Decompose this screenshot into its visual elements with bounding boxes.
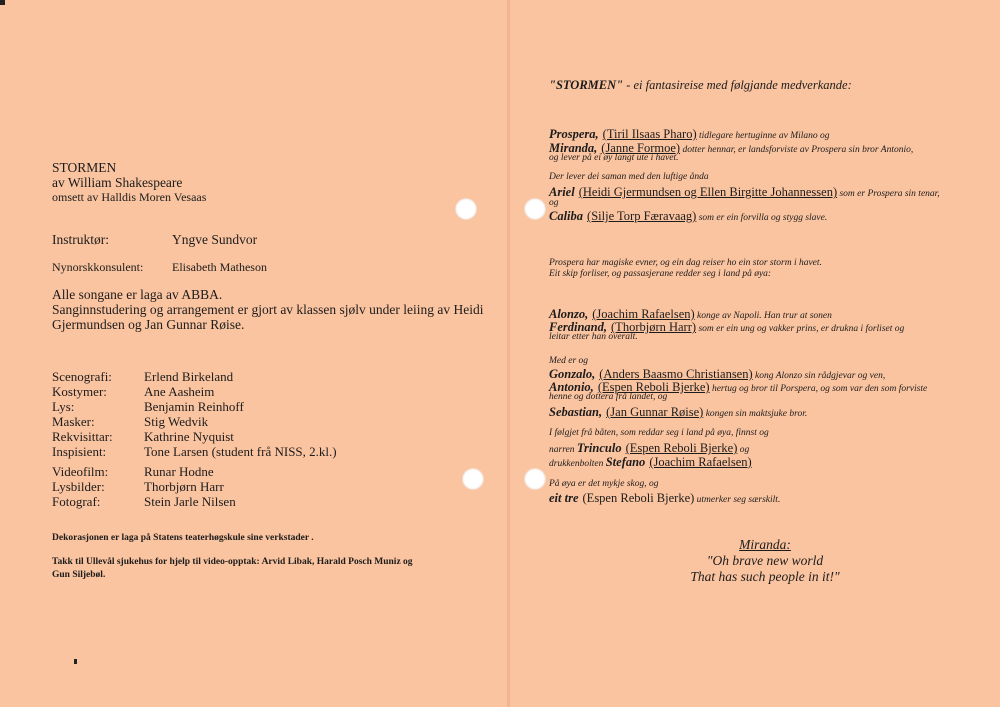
thanks-line-1: Takk til Ullevål sjukehus for hjelp til video-opptak: Arvid Libak, Harald Posch Muniz og bbox=[52, 557, 413, 567]
crew-name: Kathrine Nyquist bbox=[144, 429, 234, 444]
crew-name: Erlend Birkeland bbox=[144, 369, 234, 384]
character-name: Antonio, bbox=[549, 380, 594, 394]
cast-line-tree bbox=[549, 489, 780, 507]
crew-credits bbox=[52, 369, 337, 459]
cast-line-sebastian bbox=[549, 403, 807, 421]
actor-name: (Joachim Rafaelsen) bbox=[649, 455, 752, 469]
character-name: Alonzo, bbox=[549, 307, 589, 321]
crew-role: Inspisient: bbox=[52, 444, 107, 459]
character-name: Ferdinand, bbox=[549, 320, 608, 334]
actor-name: (Anders Baasmo Christiansen) bbox=[599, 367, 753, 381]
cast-line-caliba bbox=[549, 207, 827, 225]
punch-hole-bottom-right bbox=[524, 468, 546, 490]
cast-header-title: "STORMEN" bbox=[549, 78, 624, 92]
actor-name: (Joachim Rafaelsen) bbox=[592, 307, 695, 321]
also-intro: Med er og bbox=[549, 356, 589, 366]
cast-header bbox=[549, 78, 852, 93]
character-name: Miranda, bbox=[549, 141, 598, 155]
crew-role: Lys: bbox=[52, 399, 75, 414]
cast-line-ariel bbox=[549, 183, 940, 201]
actor-name: (Tiril Ilsaas Pharo) bbox=[602, 127, 697, 141]
forest-intro: På øya er det mykje skog, og bbox=[549, 479, 659, 489]
media-name: Thorbjørn Harr bbox=[144, 479, 224, 494]
corner-mark bbox=[0, 0, 5, 5]
character-name: Gonzalo, bbox=[549, 367, 596, 381]
role-description: tidlegare hertuginne av Milano og bbox=[696, 131, 830, 141]
thanks-line-2: Gun Siljebøl. bbox=[52, 570, 106, 580]
translation-credit: omsett av Halldis Moren Vesaas bbox=[52, 190, 207, 204]
decor-note: Dekorasjonen er laga på Statens teaterhøgskule sine verkstader . bbox=[52, 533, 314, 543]
actor-name: (Janne Formoe) bbox=[601, 141, 681, 155]
role-description: som er Prospera sin tenar, bbox=[837, 189, 940, 199]
crew-role: Kostymer: bbox=[52, 384, 107, 399]
role-description: utmerker seg særskilt. bbox=[694, 495, 781, 505]
crew-name: Stig Wedvik bbox=[144, 414, 209, 429]
actor-name: (Heidi Gjermundsen og Ellen Birgitte Johannessen) bbox=[578, 185, 838, 199]
media-name: Stein Jarle Nilsen bbox=[144, 494, 236, 509]
role-description: kong Alonzo sin rådgjevar og ven, bbox=[752, 371, 886, 381]
songs-line-2: Sanginnstudering og arrangement er gjort av klassen sjølv under leiing av Heidi bbox=[52, 302, 484, 317]
quote-line-1: "Oh brave new world bbox=[706, 553, 824, 568]
actor-name: (Espen Reboli Bjerke) bbox=[625, 441, 738, 455]
character-name: Caliba bbox=[549, 209, 584, 223]
role-prefix: narren bbox=[549, 445, 577, 455]
actor-name: (Silje Torp Færavaag) bbox=[587, 209, 697, 223]
character-name: Prospera, bbox=[549, 127, 599, 141]
crew-name: Tone Larsen (student frå NISS, 2.kl.) bbox=[144, 444, 337, 459]
cast-line-stefano bbox=[549, 453, 752, 471]
crew-role: Rekvisittar: bbox=[52, 429, 113, 444]
actor-name: (Espen Reboli Bjerke) bbox=[582, 491, 695, 505]
speck-mark bbox=[74, 659, 77, 664]
storm-line-2: Eit skip forliser, og passasjerane redder seg i land på øya: bbox=[549, 269, 772, 279]
role-description: dotter hennar, er landsforviste av Prospera sin bror Antonio, bbox=[680, 145, 914, 155]
conjunction-og: og bbox=[549, 198, 559, 208]
consultant-name: Elisabeth Matheson bbox=[172, 260, 267, 274]
media-role: Fotograf: bbox=[52, 494, 101, 509]
role-description: som er ein forvilla og stygg slave. bbox=[696, 213, 828, 223]
role-description: som er ein ung og vakker prins, er drukna i forliset og bbox=[696, 324, 905, 334]
role-prefix: drukkenbolten bbox=[549, 459, 606, 469]
actor-name: (Thorbjørn Harr) bbox=[611, 320, 697, 334]
role-description-continued: og lever på ei øy langt ute i havet. bbox=[549, 153, 679, 163]
character-name: Ariel bbox=[549, 185, 575, 199]
quote-speaker: Miranda: bbox=[739, 537, 791, 552]
role-description-continued: henne og dottera frå landet, og bbox=[549, 392, 668, 402]
media-credits bbox=[52, 464, 236, 509]
role-description: og bbox=[737, 445, 750, 455]
play-title: STORMEN bbox=[52, 160, 117, 175]
media-name: Runar Hodne bbox=[144, 464, 214, 479]
role-description: konge av Napoli. Han trur at sonen bbox=[694, 311, 832, 321]
songs-line-3: Gjermundsen og Jan Gunnar Røise. bbox=[52, 317, 245, 332]
play-author: av William Shakespeare bbox=[52, 175, 183, 190]
boat-intro: I følgjet frå båten, som reddar seg i land på øya, finnst og bbox=[549, 428, 769, 438]
crew-name: Benjamin Reinhoff bbox=[144, 399, 244, 414]
character-name: Sebastian, bbox=[549, 405, 603, 419]
quote-line-2: That has such people in it!" bbox=[690, 569, 840, 584]
storm-line-1: Prospera har magiske evner, og ein dag reiser ho ein stor storm i havet. bbox=[549, 258, 822, 268]
spirit-intro: Der lever dei saman med den luftige ånda bbox=[549, 172, 709, 182]
cast-header-subtitle: - ei fantasireise med følgjande medverkande: bbox=[623, 78, 852, 92]
media-role: Lysbilder: bbox=[52, 479, 105, 494]
character-name: eit tre bbox=[549, 491, 579, 505]
role-description-continued: leitar etter han overalt. bbox=[549, 332, 638, 342]
right-page bbox=[510, 0, 1000, 707]
punch-hole-top-right bbox=[524, 198, 546, 220]
songs-line-1: Alle songane er laga av ABBA. bbox=[52, 287, 223, 302]
director-name: Yngve Sundvor bbox=[172, 232, 258, 247]
actor-name: (Espen Reboli Bjerke) bbox=[597, 380, 710, 394]
role-description: hertug og bror til Porspera, og som var den som forviste bbox=[709, 384, 928, 394]
crew-name: Ane Aasheim bbox=[144, 384, 215, 399]
actor-name: (Jan Gunnar Røise) bbox=[606, 405, 704, 419]
character-name: Trinculo bbox=[576, 441, 622, 455]
crew-role: Scenografi: bbox=[52, 369, 112, 384]
director-label: Instruktør: bbox=[52, 232, 109, 247]
consultant-label: Nynorskkonsulent: bbox=[52, 260, 144, 274]
role-description: kongen sin maktsjuke bror. bbox=[703, 409, 808, 419]
punch-hole-top bbox=[455, 198, 477, 220]
punch-hole-bottom bbox=[462, 468, 484, 490]
media-role: Videofilm: bbox=[52, 464, 109, 479]
crew-role: Masker: bbox=[52, 414, 95, 429]
character-name: Stefano bbox=[605, 455, 646, 469]
